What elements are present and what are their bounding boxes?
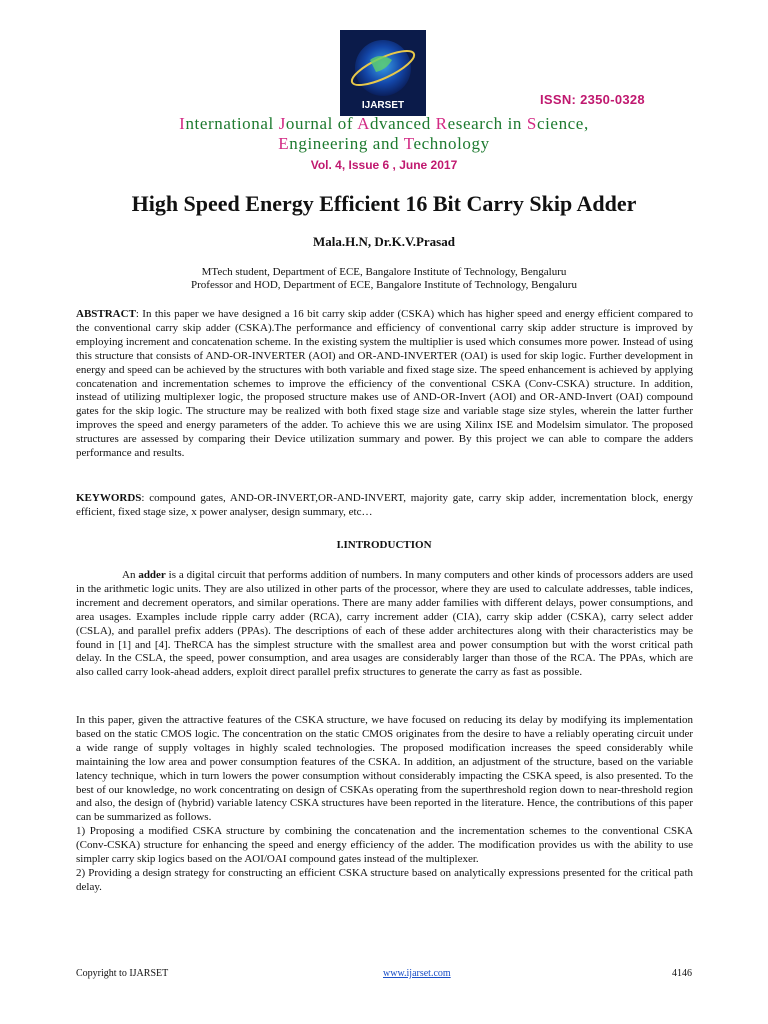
journal-title-initial: I xyxy=(179,114,186,133)
keywords xyxy=(76,492,693,520)
intro-p1-text: is a digital circuit that performs addition of numbers. In many computers and other kinds of processors adders are used in the arithmetic logic units. They are also utilized in other parts of the processor, where they are used to calculate addresses, table indices, increment and decrement operators, and similar operations. There are many adder families with different delays, power consumptions, and area usages. Examples include ripple carry adder (RCA), carry increment adder (CIA), carry skip adder (CSKA), carry select adder (CSLA), and parallel prefix adders (PPAs). The descriptions of each of these adder architectures along with their characteristics may be found in [1] and [4]. TheRCA has the simplest structure with the smallest area and power consumption but with the worst critical path delay. In the CSLA, the speed, power consumption, and area usages are considerably larger than those of the RCA. The PPAs, which are also called carry look-ahead adders, exploit direct parallel prefix structures to generate the carry as fast as possible. xyxy=(76,569,693,679)
section-heading: I.INTRODUCTION xyxy=(336,539,432,551)
journal-title-word: nternational xyxy=(185,114,279,133)
journal-title-initial: T xyxy=(403,134,414,153)
affiliation-2: Professor and HOD, Department of ECE, Bangalore Institute of Technology, Bengaluru xyxy=(191,279,577,291)
abstract-text: : In this paper we have designed a 16 bit carry skip adder (CSKA) which has higher speed and energy efficient compared to the conventional carry skip adder (CSKA).The performance and efficiency of conventional carry skip adder structure is improved by employing increment and concatenation scheme. In the existing system the multiplier is used which consumes more power. Instead of using this structure that consists of AND-OR-INVERTER (AOI) and OR-AND-INVERTER (OAI) is used for skip logic. Further development in energy and speed can be achieved by the structures with both variable and fixed stage size. The speed enhancement is achieved by applying concatenation and incrementation schemes to improve the efficiency of the conventional CSKA (Conv-CSKA) structure. In addition, instead of utilizing multiplexer logic, the proposed structure makes use of AND-OR-Invert (AOI) and OR-AND-Invert (OAI) compound gates for the skip logic. The structure may be realized with both fixed stage size and variable stage size styles, wherein the latter further improves the speed and energy parameters of the adder. To achieve this we are using Xilinx ISE and Modelsim simulator. The proposed structures are assessed by comparing their Device utilization summary and power. By this project we can able to compare the adders performance and results. xyxy=(76,308,693,460)
journal-title-initial: A xyxy=(357,114,370,133)
abstract-label: ABSTRACT xyxy=(76,308,136,320)
journal-title-line2 xyxy=(0,133,768,155)
journal-title-word: cience, xyxy=(536,114,589,133)
keywords-text: : compound gates, AND-OR-INVERT,OR-AND-INVERT, majority gate, carry skip adder, incrementation block, energy efficient, fixed stage size, x power analyser, design summary, etc… xyxy=(76,492,693,518)
issn-label: ISSN: 2350-0328 xyxy=(540,92,645,107)
contribution-item-1: 1) Proposing a modified CSKA structure by combining the concatenation and the incrementation schemes to the conventional CSKA (Conv-CSKA) structure for enhancing the speed and energy efficiency of the adder. The modification provides us with the ability to use simpler carry skip logics based on the AOI/OAI compound gates instead of the multiplexer. xyxy=(76,825,693,866)
journal-title-word: ngineering and xyxy=(289,134,404,153)
footer-website-link[interactable]: www.ijarset.com xyxy=(383,968,451,979)
intro-p1-bold: adder xyxy=(138,569,166,581)
volume-issue: Vol. 4, Issue 6 , June 2017 xyxy=(310,158,458,172)
keywords-label: KEYWORDS xyxy=(76,492,142,504)
abstract xyxy=(76,308,693,461)
footer-page-number: 4146 xyxy=(672,968,692,979)
journal-logo xyxy=(340,30,426,116)
footer-copyright: Copyright to IJARSET xyxy=(76,968,169,979)
journal-title-word: echnology xyxy=(413,134,490,153)
journal-title-initial: R xyxy=(435,114,448,133)
journal-title-line1 xyxy=(0,113,768,135)
journal-title-word: ournal of xyxy=(285,114,358,133)
journal-title-initial: S xyxy=(526,114,537,133)
journal-title-word: esearch in xyxy=(447,114,527,133)
intro-p2-text: In this paper, given the attractive features of the CSKA structure, we have focused on reducing its delay by modifying its implementation based on the static CMOS logic. The concentration on the static CMOS originates from the desire to have a reliably operating circuit under a wide range of supply voltages in highly scaled technologies. The proposed modification increases the speed considerably while maintaining the low area and power consumption features of the CSKA. In addition, an adjustment of the structure, based on the variable latency technique, which in turn lowers the power consumption without considerably impacting the CSKA speed, is also presented. To the best of our knowledge, no work concentrating on design of CSKAs operating from the superthreshold region down to near-threshold region and also, the design of (hybrid) variable latency CSKA structures have been reported in the literature. Hence, the contributions of this paper can be summarized as follows. xyxy=(76,714,693,824)
paper-title: High Speed Energy Efficient 16 Bit Carry Skip Adder xyxy=(131,191,637,216)
affiliation-1: MTech student, Department of ECE, Bangalore Institute of Technology, Bengaluru xyxy=(201,266,567,278)
journal-title-initial: E xyxy=(278,134,290,153)
intro-paragraph-2 xyxy=(76,714,693,895)
contribution-item-2: 2) Providing a design strategy for constructing an efficient CSKA structure based on analytically expressions presented for the critical path delay. xyxy=(76,866,693,893)
logo-text: IJARSET xyxy=(361,100,405,111)
paper-authors: Mala.H.N, Dr.K.V.Prasad xyxy=(313,234,455,249)
journal-title-initial: J xyxy=(278,114,286,133)
intro-paragraph-1 xyxy=(76,569,693,680)
intro-p1-prefix: An xyxy=(122,569,139,581)
journal-title-word: dvanced xyxy=(369,114,436,133)
